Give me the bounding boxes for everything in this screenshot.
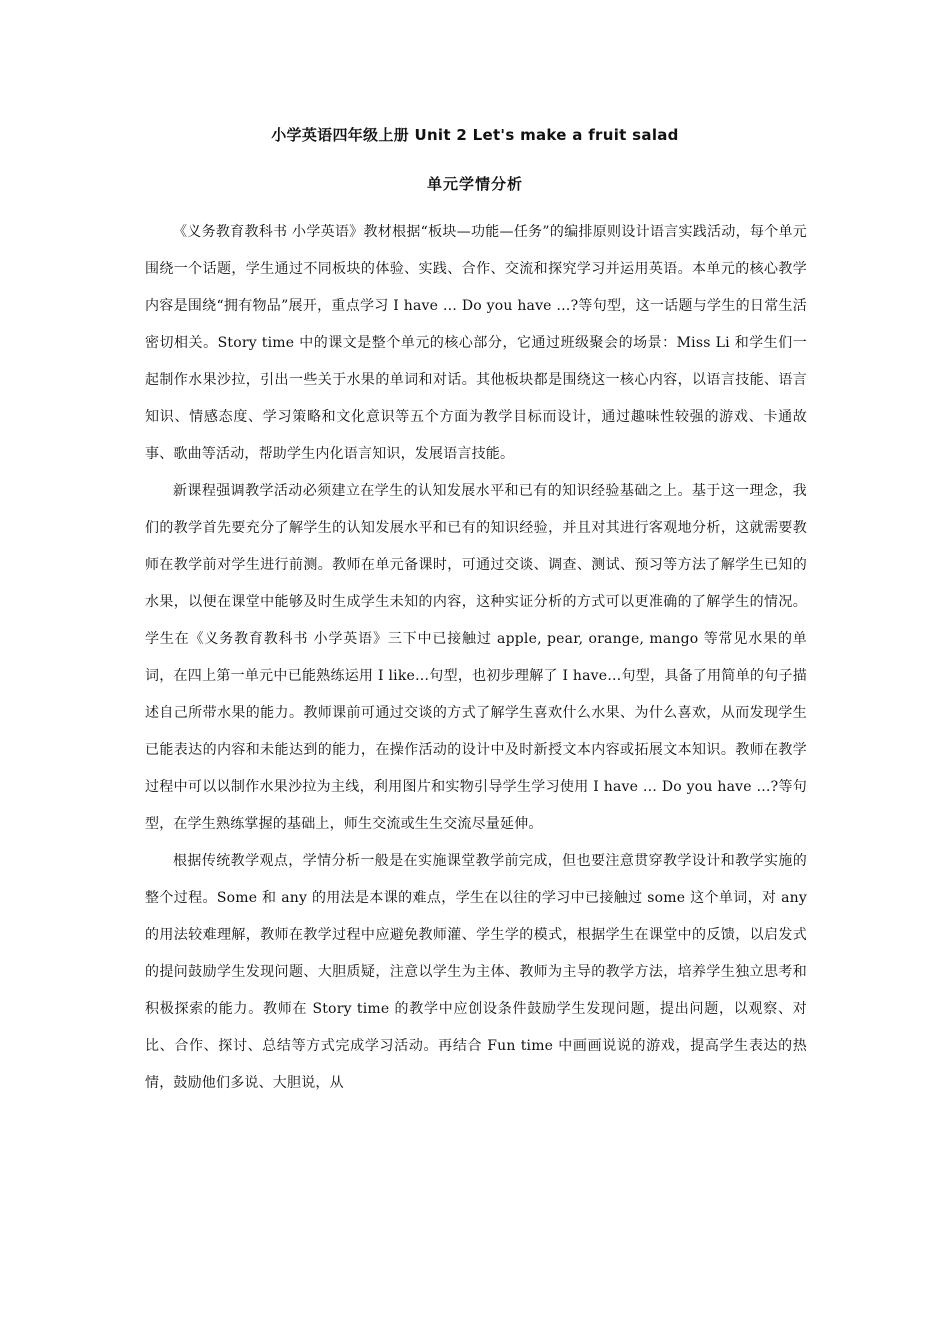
document-body: [145, 214, 807, 1102]
paragraph-1: 《义务教育教科书 小学英语》教材根据“板块—功能—任务”的编排原则设计语言实践活动，每个单元围绕一个话题，学生通过不同板块的体验、实践、合作、交流和探究学习并运用英语。本单元的核心教学内容是围绕“拥有物品”展开，重点学习 I have … Do you have …?等句型，这一话题与学生的日常生活密切相关。Story time 中的课文是整个单元的核心部分，它通过班级聚会的场景：Miss Li 和学生们一起制作水果沙拉，引出一些关于水果的单词和对话。其他板块都是围绕这一核心内容，以语言技能、语言知识、情感态度、学习策略和文化意识等五个方面为教学目标而设计，通过趣味性较强的游戏、卡通故事、歌曲等活动，帮助学生内化语言知识，发展语言技能。: [145, 224, 807, 462]
document-title: 小学英语四年级上册 Unit 2 Let's make a fruit salad: [271, 126, 679, 144]
paragraph-2: 新课程强调教学活动必须建立在学生的认知发展水平和已有的知识经验基础之上。基于这一理念，我们的教学首先要充分了解学生的认知发展水平和已有的知识经验，并且对其进行客观地分析，这就需要教师在教学前对学生进行前测。教师在单元备课时，可通过交谈、调查、测试、预习等方法了解学生已知的水果，以便在课堂中能够及时生成学生未知的内容，这种实证分析的方式可以更准确的了解学生的情况。学生在《义务教育教科书 小学英语》三下中已接触过 apple, pear, orange, mango 等常见水果的单词，在四上第一单元中已能熟练运用 I like…句型，也初步理解了 I have…句型，具备了用简单的句子描述自己所带水果的能力。教师课前可通过交谈的方式了解学生喜欢什么水果、为什么喜欢，从而发现学生已能表达的内容和未能达到的能力，在操作活动的设计中及时新授文本内容或拓展文本知识。教师在教学过程中可以以制作水果沙拉为主线，利用图片和实物引导学生学习使用 I have … Do you have …?等句型，在学生熟练掌握的基础上，师生交流或生生交流尽量延伸。: [145, 483, 807, 832]
section-heading: 单元学情分析: [426, 175, 523, 193]
paragraph-3: 根据传统教学观点，学情分析一般是在实施课堂教学前完成，但也要注意贯穿教学设计和教学实施的整个过程。Some 和 any 的用法是本课的难点，学生在以往的学习中已接触过 some 这个单词，对 any 的用法较难理解，教师在教学过程中应避免教师灌、学生学的模式，根据学生在课堂中的反馈，以启发式的提问鼓励学生发现问题、大胆质疑，注意以学生为主体、教师为主导的教学方法，培养学生独立思考和积极探索的能力。教师在 Story time 的教学中应创设条件鼓励学生发现问题，提出问题，以观察、对比、合作、探讨、总结等方式完成学习活动。再结合 Fun time 中画画说说的游戏，提高学生表达的热情，鼓励他们多说、大胆说，从: [145, 853, 807, 1091]
